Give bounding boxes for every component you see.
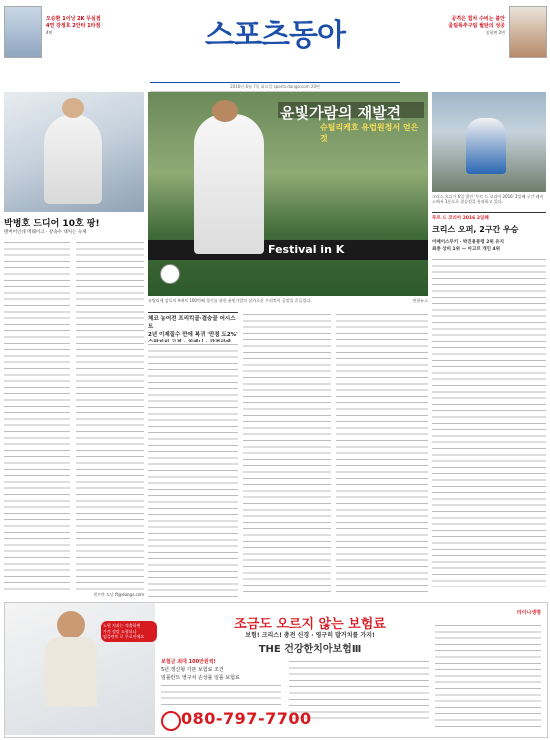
insurance-advertisement[interactable] xyxy=(4,602,548,738)
right-headline[interactable]: 크리스 오퍼, 2구간 우승 xyxy=(432,225,519,234)
right-subhead-1: 이베이스무키 · 박진용통령 2위 유지 xyxy=(432,240,504,245)
baseball-player-photo xyxy=(4,92,144,212)
cyclist-figure xyxy=(466,118,506,174)
ad-fineprint-right xyxy=(435,623,541,731)
ad-benefit-list xyxy=(161,659,281,681)
newspaper-logo[interactable] xyxy=(190,10,360,58)
ad-headline-2: 보험! 크리스! 총전 신경 · 영구히 발거치를 가지! xyxy=(245,632,375,639)
main-body-col1 xyxy=(148,342,238,597)
right-body-text xyxy=(432,257,546,587)
left-promo-page-ref: 4면 xyxy=(46,30,53,35)
bubble-line-1: 노원 치과는 적출하면 xyxy=(103,623,141,628)
left-body-text-col2 xyxy=(76,240,144,590)
ad-benefit-2: 5년 갱신형 기본 보험료 조건 xyxy=(161,667,224,673)
main-subtitle: 슈틸리케호 유럽원정서 얻은 것 xyxy=(320,123,419,143)
left-promo-headline-1: 오승환 1이닝 2K 무실점 xyxy=(46,16,101,22)
masthead-right-promo[interactable] xyxy=(425,6,546,64)
player-silhouette xyxy=(44,114,102,204)
main-title[interactable]: 윤빛가람의 재발견 xyxy=(280,104,402,122)
left-body-text-col1 xyxy=(4,240,70,590)
masthead-left-promo[interactable] xyxy=(4,6,124,64)
right-subhead-2: 최종 상비 1위 — 아고르 개인 4위 xyxy=(432,247,500,252)
main-photo-caption: 슈틸리케 감독의 A매치 100번째 경기를 향한 윤빛가람의 날카로운 프리킥이 골망을 흔들었다. xyxy=(148,298,312,303)
soccer-ball-icon xyxy=(160,264,180,284)
speech-bubble xyxy=(101,621,157,642)
ad-model-body xyxy=(45,637,97,707)
soccer-player-figure xyxy=(194,114,264,254)
ad-model-photo xyxy=(5,603,155,735)
logo-text: 스포츠동아 xyxy=(205,18,345,53)
right-tag: 투르 드 코리아 2016 2일째 xyxy=(432,212,546,221)
ad-model-head xyxy=(57,611,85,639)
dateline: 2016년 6월 7일 화요일 sports.donga.com 20면 xyxy=(150,82,400,92)
soccer-player-head xyxy=(212,100,238,122)
right-promo-headline-1: 공격은 힘차 수비는 불안 xyxy=(451,16,505,22)
right-photo-caption: 크리스 오디가 6일 열린 '투르 드 코리아 2016' 2일째 구간 레이스에서 1등으로 결승점을 통과하고 있다. xyxy=(432,194,544,204)
ad-fineprint-left xyxy=(161,683,281,707)
cycling-race-photo xyxy=(432,92,546,192)
ad-product-name: THE 건강한치아보험Ⅲ xyxy=(258,644,362,655)
left-byline: 샌프란 도난 ft@dongs.com xyxy=(93,592,144,597)
right-promo-headline-2: 울팀폭추구팀 월탄의 성공 xyxy=(448,23,505,29)
left-headline[interactable]: 박병호 드디어 10호 팡! xyxy=(4,219,100,229)
main-photo-credit: 연합뉴스 xyxy=(412,298,428,303)
left-subhead: 텐버어인데 멕웨이크 · 갈속수 대처는 숙제 xyxy=(4,230,87,235)
main-body-col3 xyxy=(336,312,428,597)
lede-line-1: 체코 농어전 프리킥골·결승골 어시스트 xyxy=(148,316,236,330)
main-body-col2 xyxy=(243,312,331,597)
ad-benefit-1: 보험금 최대 100만원씩! xyxy=(161,659,216,665)
stadium-banner xyxy=(148,240,428,260)
lede-line-2: 2년 이제질수 만에 복귀 '만점 도2%' xyxy=(148,332,238,338)
main-feature-photo[interactable] xyxy=(148,92,428,296)
cardinals-player-photo xyxy=(4,6,42,58)
bubble-line-3: 임플란트 로 무료이에요 xyxy=(103,634,145,639)
ad-phone-number[interactable]: 080-797-7700 xyxy=(181,709,312,728)
player-portrait-photo xyxy=(509,6,547,58)
ad-benefit-3: 임플란트 영구치 손상률 임플 보험료 xyxy=(161,675,240,681)
player-head xyxy=(62,98,84,118)
right-column xyxy=(432,92,546,597)
phone-icon xyxy=(161,711,181,731)
right-promo-page-ref: 종합면 2면 xyxy=(485,30,505,35)
ad-headline-1: 조금도 오르지 않는 보험료 xyxy=(234,617,386,632)
banner-text: Festival in K xyxy=(268,243,345,256)
ad-brand: 라이나생명 xyxy=(516,610,541,616)
left-column xyxy=(4,92,144,597)
bubble-line-2: 가격 정말 소형되나 xyxy=(103,628,137,634)
left-promo-headline-2: 4연 강정호 2안타 1타점 xyxy=(46,23,101,29)
